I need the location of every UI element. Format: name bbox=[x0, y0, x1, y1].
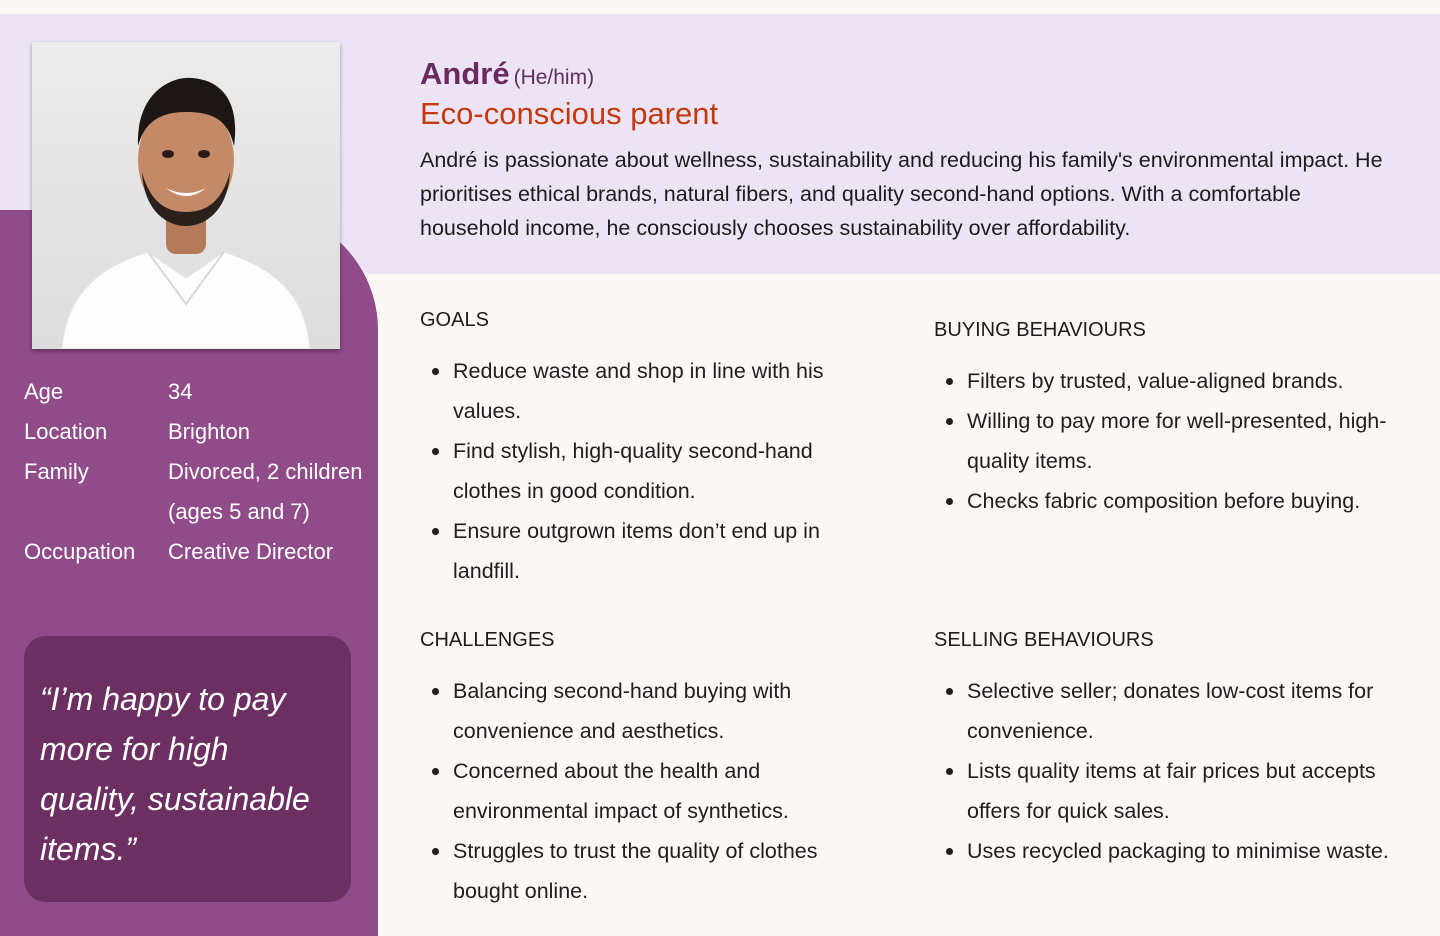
fact-row-age bbox=[24, 372, 364, 412]
section-title: SELLING BEHAVIOURS bbox=[934, 629, 1154, 651]
fact-value: Brighton bbox=[168, 419, 250, 444]
fact-label: Occupation bbox=[24, 539, 136, 564]
challenges-section bbox=[420, 627, 880, 911]
section-title: GOALS bbox=[420, 309, 489, 331]
list-item: Willing to pay more for well-presented, high-quality items. bbox=[967, 401, 1404, 481]
persona-role: Eco-conscious parent bbox=[420, 96, 719, 131]
persona-name-line bbox=[420, 56, 594, 92]
list-item: Ensure outgrown items don’t end up in landfill. bbox=[453, 511, 880, 591]
buying-behaviours-section bbox=[934, 317, 1404, 521]
list-item: Reduce waste and shop in line with his values. bbox=[453, 351, 880, 431]
persona-bio: André is passionate about wellness, sustainability and reducing his family's environmental impact. He prioritises ethical brands, natural fibers, and quality second-hand options. With a comfortable household income, he consciously chooses sustainability over affordability. bbox=[420, 148, 1383, 240]
fact-row-occupation bbox=[24, 532, 364, 572]
profile-photo bbox=[32, 42, 340, 349]
persona-facts bbox=[24, 372, 364, 572]
quote-box bbox=[24, 636, 351, 902]
list-item: Balancing second-hand buying with convenience and aesthetics. bbox=[453, 671, 880, 751]
fact-value: 34 bbox=[168, 379, 193, 404]
list-item: Concerned about the health and environmental impact of synthetics. bbox=[453, 751, 880, 831]
fact-row-location bbox=[24, 412, 364, 452]
persona-name: André bbox=[420, 56, 510, 91]
selling-behaviours-section bbox=[934, 627, 1404, 871]
list-item: Filters by trusted, value-aligned brands. bbox=[967, 361, 1404, 401]
challenges-list bbox=[420, 671, 880, 911]
buying-list bbox=[934, 361, 1404, 521]
fact-label: Location bbox=[24, 419, 108, 444]
list-item: Find stylish, high-quality second-hand clothes in good condition. bbox=[453, 431, 880, 511]
fact-value: Creative Director bbox=[168, 539, 334, 564]
goals-section bbox=[420, 307, 880, 591]
selling-list bbox=[934, 671, 1404, 871]
goals-list bbox=[420, 351, 880, 591]
list-item: Struggles to trust the quality of clothes bought online. bbox=[453, 831, 880, 911]
person-portrait-icon bbox=[32, 42, 340, 349]
fact-value: Divorced, 2 children (ages 5 and 7) bbox=[168, 459, 363, 524]
section-title: BUYING BEHAVIOURS bbox=[934, 319, 1146, 341]
fact-label: Family bbox=[24, 459, 89, 484]
fact-row-family bbox=[24, 452, 364, 532]
list-item: Uses recycled packaging to minimise waste. bbox=[967, 831, 1404, 871]
list-item: Selective seller; donates low-cost items for convenience. bbox=[967, 671, 1404, 751]
persona-pronouns: (He/him) bbox=[513, 66, 595, 89]
section-title: CHALLENGES bbox=[420, 629, 555, 651]
list-item: Lists quality items at fair prices but accepts offers for quick sales. bbox=[967, 751, 1404, 831]
fact-label: Age bbox=[24, 379, 64, 404]
persona-quote: “I’m happy to pay more for high quality, sustainable items.” bbox=[40, 681, 310, 867]
list-item: Checks fabric composition before buying. bbox=[967, 481, 1404, 521]
